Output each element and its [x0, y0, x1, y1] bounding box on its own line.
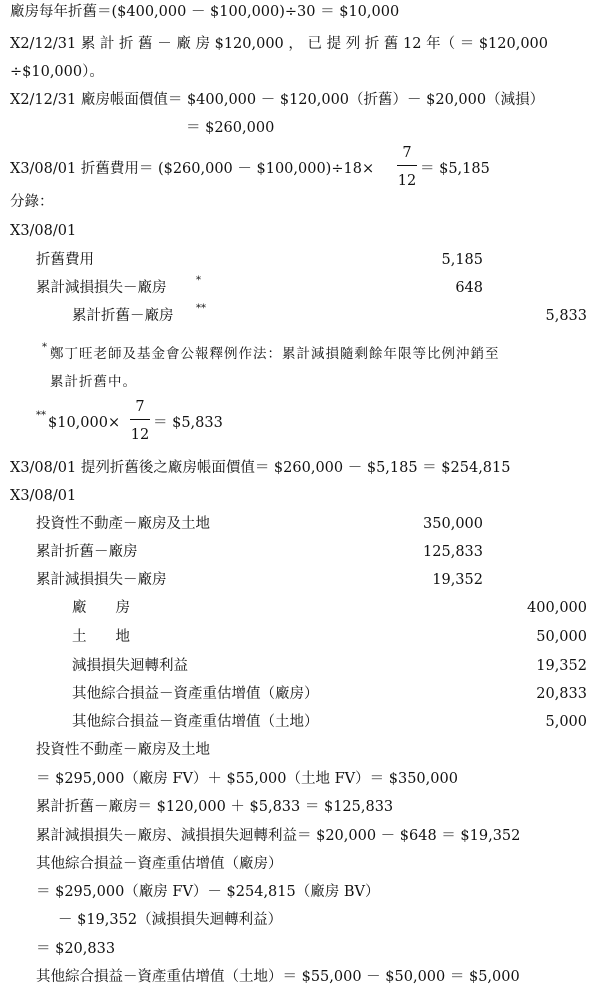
entry2-date: X3/08/01 — [10, 488, 77, 504]
entry2-account: 累計折舊－廠房 — [36, 544, 138, 560]
entry2-account: 廠 房 — [72, 600, 130, 616]
entry2-debit: 125,833 — [423, 544, 483, 560]
footnote-mark: * — [196, 275, 201, 286]
explain-line: ＝ $20,833 — [36, 941, 116, 957]
footnote-mark: ** — [196, 303, 206, 314]
book-value-after-depreciation-line: X3/08/01 提列折舊後之廠房帳面價值＝ $260,000 － $5,185 ＝ $254,815 — [10, 460, 511, 476]
entry1-account: 累計折舊－廠房 — [72, 308, 174, 324]
entry2-account: 土 地 — [72, 629, 130, 645]
entry1-debit: 5,185 — [441, 252, 483, 268]
fraction-numerator: 7 — [135, 399, 145, 415]
entry2-credit: 5,000 — [545, 714, 587, 730]
fraction-bar — [130, 419, 150, 420]
entry1-debit: 648 — [455, 280, 483, 296]
explain-line: 其他綜合損益－資產重估增值（廠房） — [36, 856, 283, 872]
explain-line: 投資性不動產－廠房及土地 — [36, 742, 210, 758]
footnote-mark: ** — [36, 410, 46, 421]
fraction-numerator: 7 — [402, 145, 412, 161]
journal-heading: 分錄： — [10, 194, 54, 210]
explain-line: 其他綜合損益－資產重估增值（土地）＝ $55,000 － $50,000 ＝ $5,000 — [36, 969, 520, 985]
explain-line: ＝ $295,000（廠房 FV）＋ $55,000（土地 FV）＝ $350,000 — [36, 771, 458, 787]
depreciation-expense-line: X3/08/01 折舊費用＝ ($260,000 － $100,000)÷18× — [10, 161, 375, 177]
entry1-date: X3/08/01 — [10, 223, 77, 239]
entry1-account: 折舊費用 — [36, 252, 94, 268]
entry2-credit: 400,000 — [527, 600, 587, 616]
fraction-denominator: 12 — [130, 427, 150, 443]
footnote-text-1: 鄭丁旺老師及基金會公報釋例作法：累計減損隨剩餘年限等比例沖銷至 — [50, 346, 500, 362]
footnote-text-2: 累計折舊中。 — [50, 374, 137, 390]
fraction-bar — [397, 165, 417, 166]
entry2-credit: 19,352 — [536, 658, 587, 674]
entry2-account: 投資性不動產－廠房及土地 — [36, 516, 210, 532]
fraction-denominator: 12 — [397, 173, 417, 189]
explain-line: 累計折舊－廠房＝ $120,000 ＋ $5,833 ＝ $125,833 — [36, 799, 394, 815]
entry2-account: 其他綜合損益－資產重估增值（土地） — [72, 714, 319, 730]
footnote-calc: $10,000× — [48, 415, 121, 431]
explain-line: ＝ $295,000（廠房 FV）－ $254,815（廠房 BV） — [36, 884, 380, 900]
entry2-debit: 19,352 — [432, 572, 483, 588]
entry2-credit: 20,833 — [536, 686, 587, 702]
entry2-account: 減損損失迴轉利益 — [72, 658, 188, 674]
depreciation-expense-result: ＝ $5,185 — [420, 161, 490, 177]
explain-line: 累計減損損失－廠房、減損損失迴轉利益＝ $20,000 － $648 ＝ $19,352 — [36, 828, 521, 844]
entry2-account: 其他綜合損益－資產重估增值（廠房） — [72, 686, 319, 702]
entry2-credit: 50,000 — [536, 629, 587, 645]
footnote-mark: * — [42, 342, 47, 353]
accumulated-depreciation-line-2: ÷$10,000）。 — [10, 64, 104, 80]
book-value-line-2: ＝ $260,000 — [186, 120, 275, 136]
entry1-credit: 5,833 — [545, 308, 587, 324]
footnote-calc-result: ＝ $5,833 — [153, 415, 223, 431]
entry1-account: 累計減損損失－廠房 — [36, 280, 167, 296]
depreciation-per-year-line: 廠房每年折舊＝($400,000 － $100,000)÷30 ＝ $10,000 — [10, 4, 400, 20]
book-value-line-1: X2/12/31 廠房帳面價值＝ $400,000 － $120,000（折舊）－ $20,000（減損） — [10, 92, 545, 108]
entry2-account: 累計減損損失－廠房 — [36, 572, 167, 588]
explain-line: － $19,352（減損損失迴轉利益） — [58, 912, 283, 928]
entry2-debit: 350,000 — [423, 516, 483, 532]
accumulated-depreciation-line-1: X2/12/31 累 計 折 舊 － 廠 房 $120,000 ， 已 提 列 折 舊 12 年（ ＝ $120,000 — [10, 36, 549, 52]
